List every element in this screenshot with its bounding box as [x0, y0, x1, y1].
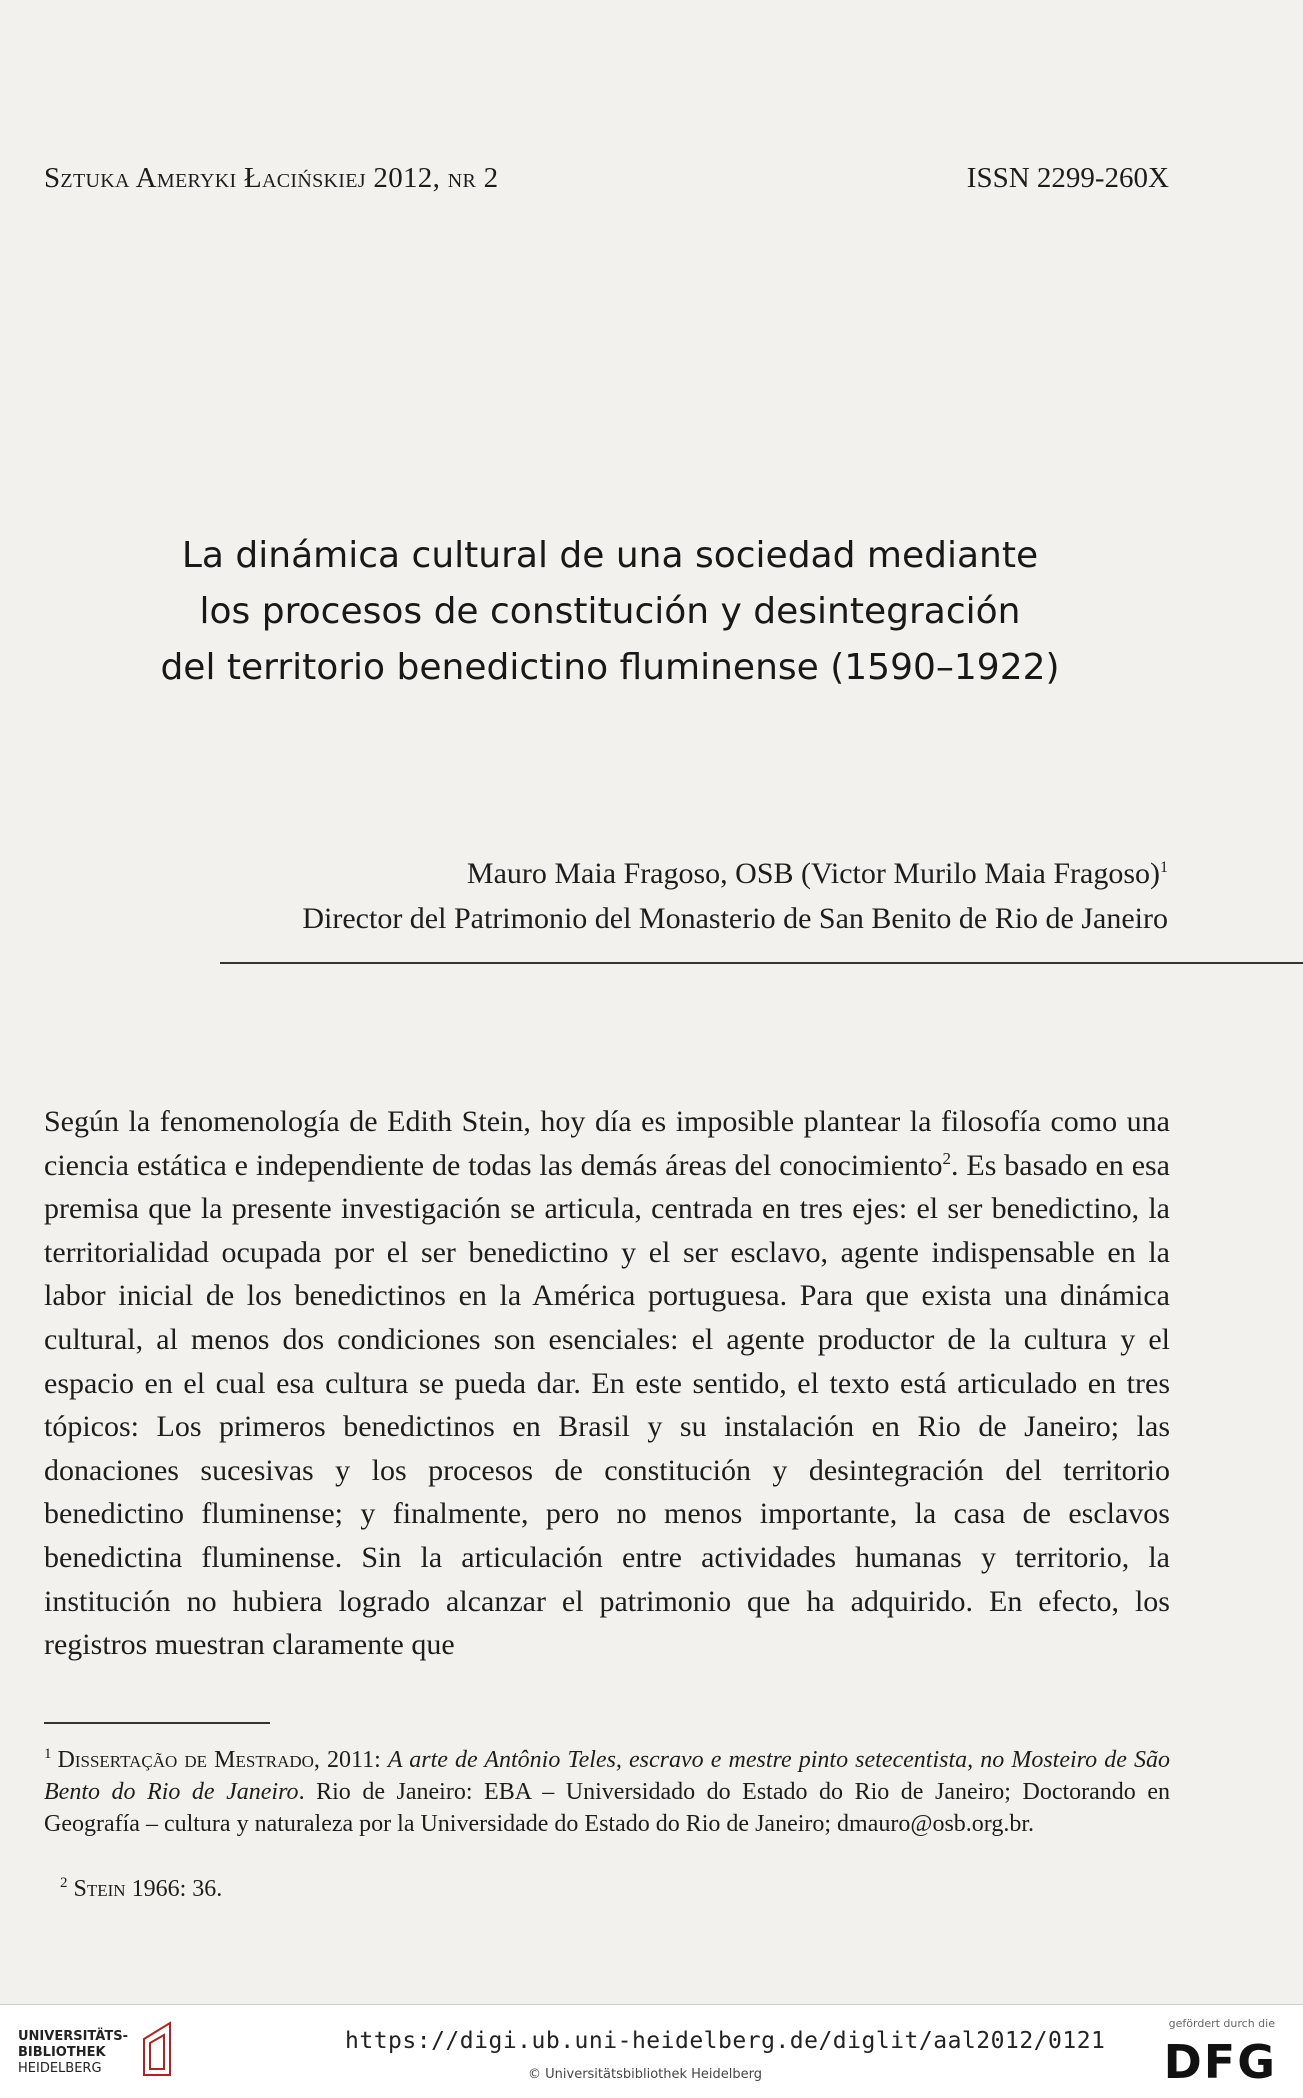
footnote-1 — [44, 1738, 1170, 1840]
copyright-notice: © Universitätsbibliothek Heidelberg — [528, 2067, 763, 2082]
footnote-number: 1 — [44, 1746, 52, 1762]
article-title — [60, 528, 1160, 696]
library-name-line: UNIVERSITÄTS- — [18, 2029, 128, 2044]
journal-header: Sztuka Ameryki Łacińskiej 2012, nr 2 — [44, 162, 499, 194]
library-logo — [18, 2029, 128, 2077]
source-url[interactable]: https://digi.ub.uni-heidelberg.de/diglit/aal2012/0121 — [345, 2028, 1106, 2054]
issn-label: ISSN 2299-260X — [966, 162, 1169, 194]
library-name-line: BIBLIOTHEK — [18, 2045, 106, 2060]
footnote-number: 2 — [60, 1875, 68, 1891]
footnote-author: Stein — [73, 1876, 126, 1902]
footnote-text: 1966: 36. — [125, 1876, 223, 1902]
author-name: Mauro Maia Fragoso, OSB (Victor Murilo Maia Fragoso) — [466, 857, 1160, 890]
footnote-year: , 2011: — [313, 1747, 388, 1773]
footnote-ref: 2 — [942, 1148, 952, 1168]
footnote-divider — [44, 1722, 270, 1724]
footnote-work-title: A arte de Antônio Teles, escravo e mestre pinto setecentista, no Mosteiro de São Bento do Rio de Janeiro — [44, 1747, 1170, 1805]
body-paragraph — [44, 1100, 1170, 1667]
footnote-source: Dissertação de Mestrado — [57, 1747, 314, 1773]
sponsor-label: gefördert durch die — [1168, 2017, 1275, 2030]
footer-bar — [0, 2004, 1303, 2098]
title-line: los procesos de constitución y desintegración — [199, 591, 1021, 632]
header-divider — [220, 962, 1303, 964]
footnote-text: . Rio de Janeiro: EBA – Universidado do Estado do Rio de Janeiro; Doctorando en Geografía – cultura y naturaleza por la Universidade do Estado do Rio de Janeiro; dmauro@osb.org.br. — [44, 1779, 1170, 1837]
title-line: La dinámica cultural de una sociedad mediante — [181, 535, 1039, 576]
author-affiliation: Director del Patrimonio del Monasterio de San Benito de Rio de Janeiro — [302, 902, 1168, 935]
body-text-part: . Es basado en esa premisa que la presente investigación se articula, centrada en tres ejes: el ser benedictino, la territorialidad ocupada por el ser benedictino y el ser esclavo, agente indispensable en la labor inicial de los benedictinos en la América portuguesa. Para que exista una dinámica cultural, al menos dos condiciones son esenciales: el agente productor de la cultura y el espacio en el cual esa cultura se pueda dar. En este sentido, el texto está articulado en tres tópicos: Los primeros benedictinos en Brasil y su instalación en Rio de Janeiro; las donaciones sucesivas y los procesos de constitución y desintegración del territorio benedictino fluminense; y finalmente, pero no menos importante, la casa de esclavos benedictina fluminense. Sin la articulación entre actividades humanas y territorio, la institución no hubiera logrado alcanzar el patrimonio que ha adquirido. En efecto, los registros muestran claramente que — [44, 1148, 1171, 1662]
body-text-part: Según la fenomenología de Edith Stein, hoy día es imposible plantear la filosofía como una ciencia estática e independiente de todas las demás áreas del conocimiento — [44, 1105, 1170, 1182]
footnote-2 — [60, 1867, 1186, 1905]
dfg-logo: DFG — [1163, 2035, 1277, 2089]
library-name-line: HEIDELBERG — [18, 2061, 102, 2076]
author-line — [467, 857, 1168, 891]
title-line: del territorio benedictino fluminense (1590–1922) — [160, 647, 1060, 688]
footnote-ref: 1 — [1160, 859, 1168, 876]
library-mark-icon — [140, 2019, 180, 2081]
